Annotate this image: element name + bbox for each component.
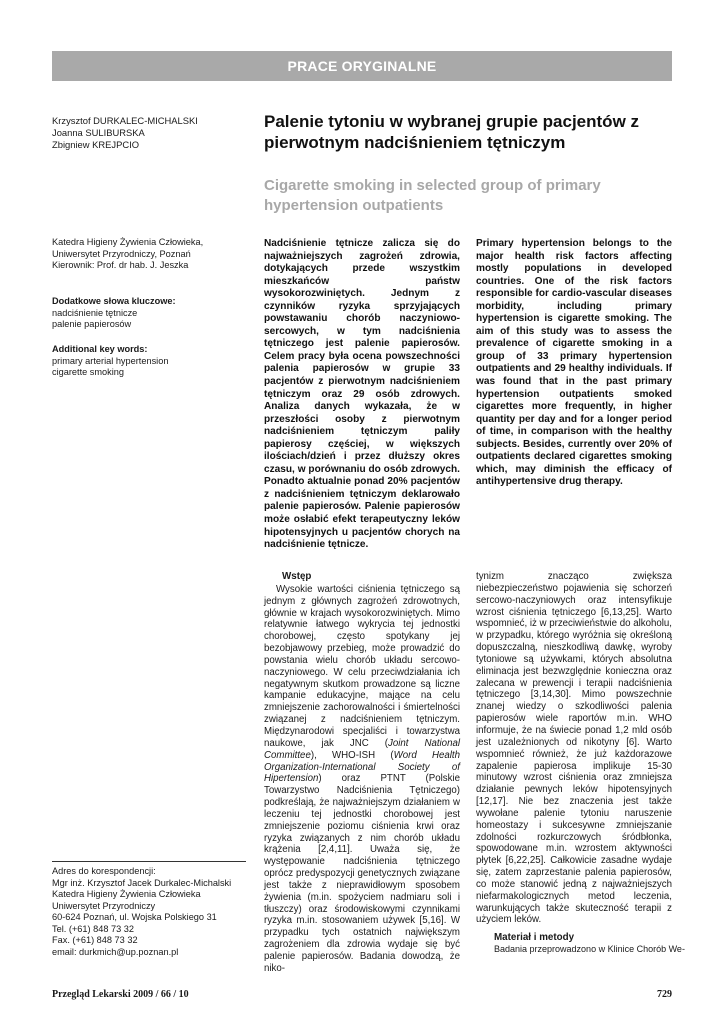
address-divider xyxy=(52,861,246,862)
keyword-item: palenie papierosów xyxy=(52,319,132,330)
abstract-english: Primary hypertension belongs to the major health risk factors affecting mostly populations in developed countries. One of the risk factors responsible for cardio-vascular diseases morbidity, including primary hypertension is cigarette smoking. The aim of this study was to assess the prevalence of cigarette smoking in a group of 33 primary hypertension outpatients and 29 healthy individuals. If was found that in the past primary hypertension outpatients smoked cigarettes more frequently, in higher quantity per day and for a longer period of time, in comparison with the healthy subjects. Besides, currently over 20% of outpatients declared cigarettes smoking which, may diminish the efficacy of antihypertensive drug therapy. xyxy=(476,238,672,488)
journal-citation: Przegląd Lekarski 2009 / 66 / 10 xyxy=(52,989,189,1000)
address-line: Mgr inż. Krzysztof Jacek Durkalec-Michalski xyxy=(52,877,232,888)
affiliation xyxy=(52,237,242,272)
body-column-left xyxy=(264,571,460,975)
affiliation-line: Uniwersytet Przyrodniczy, Poznań xyxy=(52,248,191,259)
address-line: Uniwersytet Przyrodniczy xyxy=(52,900,156,911)
author-name: Krzysztof DURKALEC-MICHALSKI xyxy=(52,115,198,126)
abstract-polish: Nadciśnienie tętnicze zalicza się do najważniejszych zagrożeń zdrowia, dotykających przede wszystkim mieszkańców państw wysokorozwiniętych. Jednym z czynników ryzyka sprzyjających powstawaniu chorób naczyniowo-sercowych, w tym nadciśnienia tętniczego jest palenie papierosów. Celem pracy była ocena powszechności palenia papierosów w grupie 33 pacjentów z pierwotnym nadciśnieniem tętniczym oraz 29 osób zdrowych. Analiza danych wykazała, że w przeszłości osoby z pierwotnym nadciśnieniem tętniczym paliły papierosy częściej, w większych ilościach/dzień i przez dłuższy okres czasu, w porównaniu do osób zdrowych. Ponadto aktualnie ponad 20% pacjentów z nadciśnieniem tętniczym deklarowało palenie papierosów. Palenie papierosów może osłabić efekt terapeutyczny leków hipotensyjnych u pacjentów chorych na nadciśnienie tętnicze. xyxy=(264,238,460,551)
author-name: Zbigniew KREJPCIO xyxy=(52,139,140,150)
methods-text: Badania przeprowadzono w Klinice Chorób We- xyxy=(494,944,685,955)
address-line: Fax. (+61) 848 73 32 xyxy=(52,935,138,945)
author-name: Joanna SULIBURSKA xyxy=(52,127,145,138)
address-email[interactable]: email: durkmich@up.poznan.pl xyxy=(52,946,179,957)
address-line: Katedra Higieny Żywienia Człowieka xyxy=(52,889,201,899)
keyword-item: nadciśnienie tętnicze xyxy=(52,307,138,318)
keywords-heading: Additional key words: xyxy=(52,344,148,354)
author-list xyxy=(52,115,242,151)
page-number: 729 xyxy=(657,989,672,1000)
keywords-english xyxy=(52,344,242,379)
article-title-polish: Palenie tytoniu w wybranej grupie pacjentów z pierwotnym nadciśnieniem tętniczym xyxy=(264,112,640,152)
intro-heading: Wstęp xyxy=(282,571,312,582)
keywords-polish xyxy=(52,296,242,331)
address-heading: Adres do korespondencji: xyxy=(52,866,156,876)
article-title-english: Cigarette smoking in selected group of primary hypertension outpatients xyxy=(264,177,601,214)
keyword-item: cigarette smoking xyxy=(52,367,125,378)
intro-paragraph: Wysokie wartości ciśnienia tętniczego są jednym z głównych zagrożeń zdrowotnych, głównie w krajach wysokorozwiniętych. Mimo relatywnie łatwego wykrycia tej jednostki chorobowej, często spotykany jej bezobjawowy przebieg, może prowadzić do powstania wielu chorób układu sercowo-naczyniowego. W celu przeciwdziałania ich negatywnym skutkom prowadzone są liczne kampanie edukacyjne, mające na celu zmniejszenie zachorowalności i śmiertelności związanej z nadciśnieniem tętniczym. Międzynarodowi specjaliści i towarzystwa naukowe, jak JNC (Joint National Committee), WHO-ISH (Word Health Organization-International Society of Hipertension) oraz PTNT (Polskie Towarzystwo Nadciśnienia Tętniczego) podkreślają, że najważniejszym działaniem w leczeniu tej jednostki chorobowej jest zmniejszenie poziomu ciśnienia krwi oraz ryzyka związanych z nim chorób układu krążenia [2,4,11]. Uważa się, że występowanie nadciśnienia tętniczego oprócz predyspozycji genetycznych związane jest także z nieprawidłowym sposobem żywienia (m.in. spożyciem nadmiaru soli i tłuszczy) oraz środowiskowymi czynnikami ryzyka m.in. stosowaniem używek [5,16]. W przypadku tych ostatnich największym zagrożeniem dla zdrowia wydaje się być palenie papierosów. Badania dowodzą, że niko- xyxy=(264,583,460,974)
affiliation-line: Kierownik: Prof. dr hab. J. Jeszka xyxy=(52,260,189,271)
affiliation-line: Katedra Higieny Żywienia Człowieka, xyxy=(52,237,204,247)
keyword-item: primary arterial hypertension xyxy=(52,355,169,366)
methods-heading: Materiał i metody xyxy=(494,932,575,944)
address-line: Tel. (+61) 848 73 32 xyxy=(52,923,134,934)
intro-paragraph-continued: tynizm znacząco zwiększa niebezpieczeństwo pojawienia się schorzeń sercowo-naczyniowych oraz intensyfikuje wzrost ciśnienia tętniczego [6,13,25]. Warto wspomnieć, iż w przeciwieństwie do alkoholu, w przypadku, którego wyróżnia się określoną dopuszczalną, nieszkodliwą dawkę, wyroby tytoniowe są używkami, których absolutna eliminacja jest bezwzględnie konieczna oraz zalecana w prewencji i terapii nadciśnienia tętniczego [3,14,30]. Mimo powszechnie znanej wiedzy o szkodliwości palenia papierosów wiele raportów m.in. WHO informuje, że na świecie ponad 1,2 mld osób jest uzależnionych od nikotyny [6]. Warto wspomnieć również, że już każdorazowe zapalenie papierosa implikuje 15-30 minutowy wzrost ciśnienia oraz zmniejsza działanie pewnych leków hipotensyjnych [12,17]. Nie bez znaczenia jest także wywołane palenie tytoniu naruszenie homeostazy i sukcesywne zmniejszanie zdolności rozkurczowych śródbłonka, spowodowane m.in. wzrostem aktywności płytek [6,22,25]. Całkowicie zasadne wydaje się, zatem zaprzestanie palenia papierosów, co może stanowić jedną z najważniejszych niefarmakologicznych metod leczenia, warunkujących także skuteczność terapii z użyciem leków. xyxy=(476,571,672,926)
section-banner: PRACE ORYGINALNE xyxy=(52,51,672,81)
body-column-right xyxy=(476,571,685,956)
address-line: 60-624 Poznań, ul. Wojska Polskiego 31 xyxy=(52,912,217,922)
correspondence-address xyxy=(52,866,252,958)
keywords-heading: Dodatkowe słowa kluczowe: xyxy=(52,296,176,306)
